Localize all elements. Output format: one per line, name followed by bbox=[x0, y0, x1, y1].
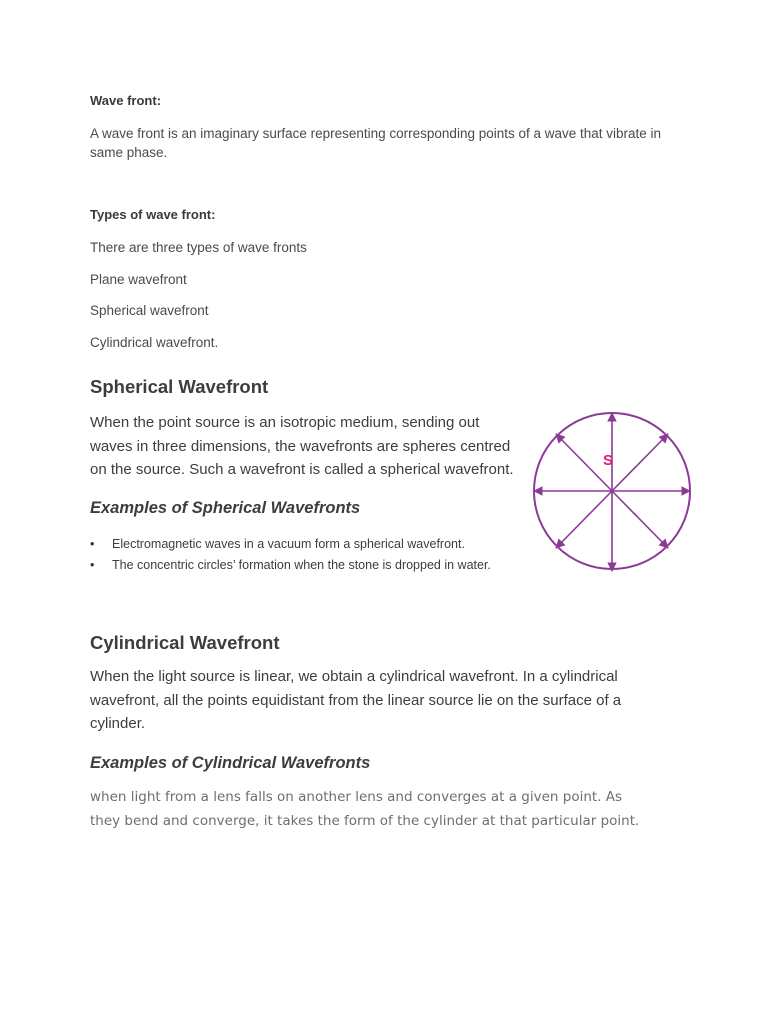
spherical-body: When the point source is an isotropic medium, sending out waves in three dimensions, the wavefronts are spheres centred on the source. Such a wavefront is called a spherical wavefront. bbox=[90, 414, 514, 478]
cylindrical-example-text: when light from a lens falls on another lens and converges at a given point. As they bend and converge, it takes the form of the cylinder at that particular point. bbox=[90, 789, 640, 829]
type-spherical: Spherical wavefront bbox=[90, 303, 209, 318]
cylindrical-title: Cylindrical Wavefront bbox=[90, 632, 280, 653]
types-heading: Types of wave front: bbox=[90, 207, 216, 222]
spherical-wavefront-diagram bbox=[527, 404, 697, 578]
cylindrical-examples-title: Examples of Cylindrical Wavefronts bbox=[90, 754, 371, 772]
ray-down-left bbox=[556, 491, 612, 548]
source-label: S bbox=[603, 452, 614, 469]
list-item: • The concentric circles’ formation when the stone is dropped in water. bbox=[90, 555, 491, 576]
list-item: • Electromagnetic waves in a vacuum form a spherical wavefront. bbox=[90, 534, 491, 555]
type-plane: Plane wavefront bbox=[90, 272, 187, 287]
wave-front-heading: Wave front: bbox=[90, 93, 162, 108]
type-cylindrical: Cylindrical wavefront. bbox=[90, 335, 219, 350]
cylindrical-body: When the light source is linear, we obtain a cylindrical wavefront. In a cylindrical wavefront, all the points equidistant from the linear source lie on the surface of a cylinder. bbox=[90, 668, 622, 732]
ray-down-right bbox=[612, 491, 668, 548]
types-lead: There are three types of wave fronts bbox=[90, 240, 307, 255]
spherical-title: Spherical Wavefront bbox=[90, 376, 269, 397]
spherical-examples-list bbox=[90, 534, 491, 576]
wave-front-definition: A wave front is an imaginary surface representing corresponding points of a wave that vibrate in same phase. bbox=[90, 126, 662, 160]
spherical-examples-title: Examples of Spherical Wavefronts bbox=[90, 499, 361, 517]
ray-up-right bbox=[612, 434, 668, 491]
